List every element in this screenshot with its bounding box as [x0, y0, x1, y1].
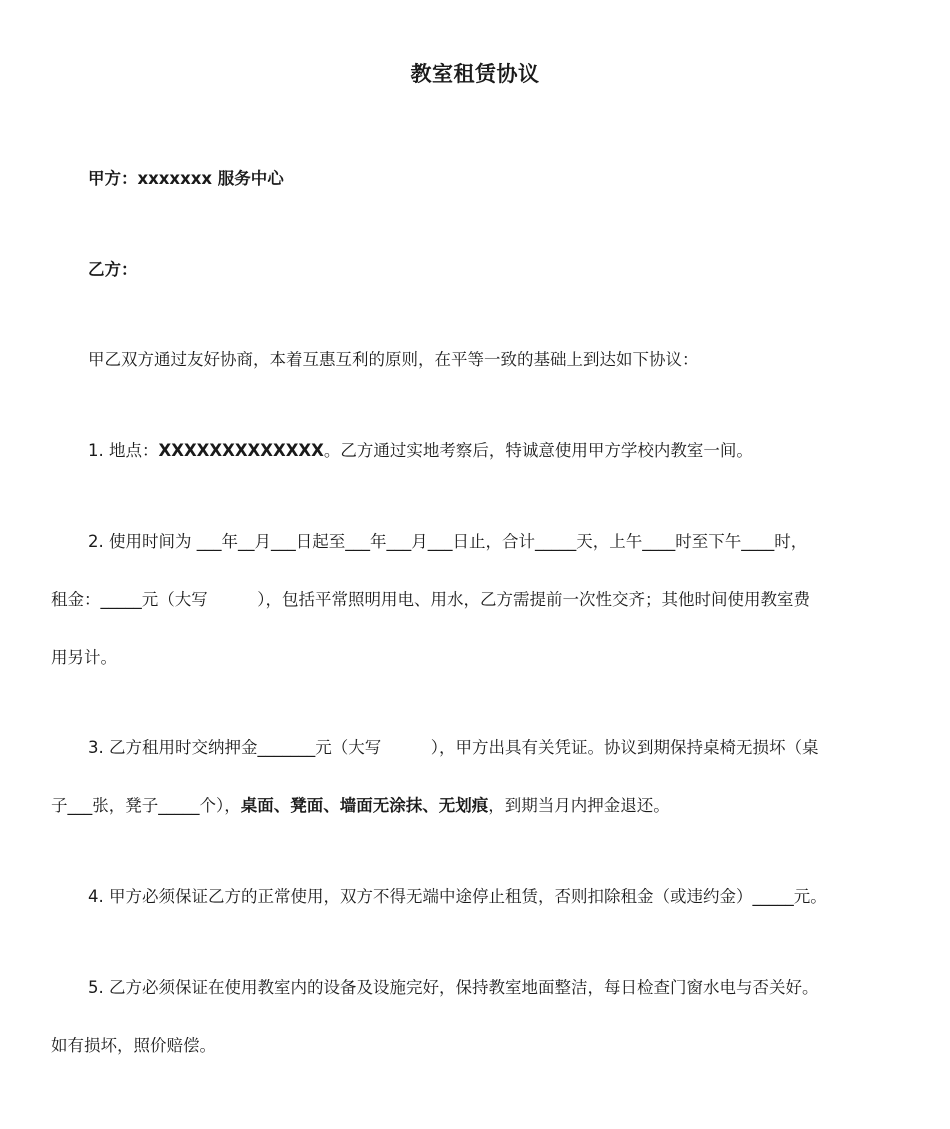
preamble: 甲乙双方通过友好协商，本着互惠互利的原则，在平等一致的基础上到达如下协议：: [88, 350, 699, 369]
clause-1: [51, 439, 938, 463]
clause-5-line-1: 5. 乙方必须保证在使用教室内的设备及设施完好，保持教室地面整洁，每日检查门窗水电与否关好。: [88, 978, 819, 997]
clause-5-line-2: 如有损坏，照价赔偿。: [51, 1036, 216, 1055]
clause-4: 4. 甲方必须保证乙方的正常使用，双方不得无端中途停止租赁，否则扣除租金（或违约金）_____元。: [88, 887, 827, 906]
clause-3-line-2-suffix: ，到期当月内押金退还。: [488, 796, 670, 815]
clause-3-line-2-prefix: 子___张，凳子_____个），: [51, 796, 241, 815]
clause-2-line-1: 2. 使用时间为 ___年__月___日起至___年___月___日止，合计_____天，上午____时至下午____时，: [88, 532, 808, 551]
party-b: 乙方：: [88, 260, 138, 279]
clause-1-location: XXXXXXXXXXXXX: [158, 441, 324, 460]
clause-2-line-3: 用另计。: [51, 648, 117, 667]
clause-3-line-1: 3. 乙方租用时交纳押金_______元（大写 ），甲方出具有关凭证。协议到期保持桌椅无损坏（桌: [88, 738, 819, 757]
document-title: 教室租赁协议: [410, 62, 540, 86]
clause-1-prefix: 1. 地点：: [88, 441, 159, 460]
clause-1-rest: 。乙方通过实地考察后，特诚意使用甲方学校内教室一间。: [323, 441, 753, 460]
clause-3-line-2-bold: 桌面、凳面、墙面无涂抹、无划痕: [240, 796, 489, 815]
clause-2-line-2: 租金：_____元（大写 ），包括平常照明用电、用水，乙方需提前一次性交齐；其他时间使用教室费: [51, 590, 810, 609]
clause-3-line-2: [51, 794, 901, 818]
party-a: 甲方：xxxxxxx 服务中心: [88, 169, 284, 188]
